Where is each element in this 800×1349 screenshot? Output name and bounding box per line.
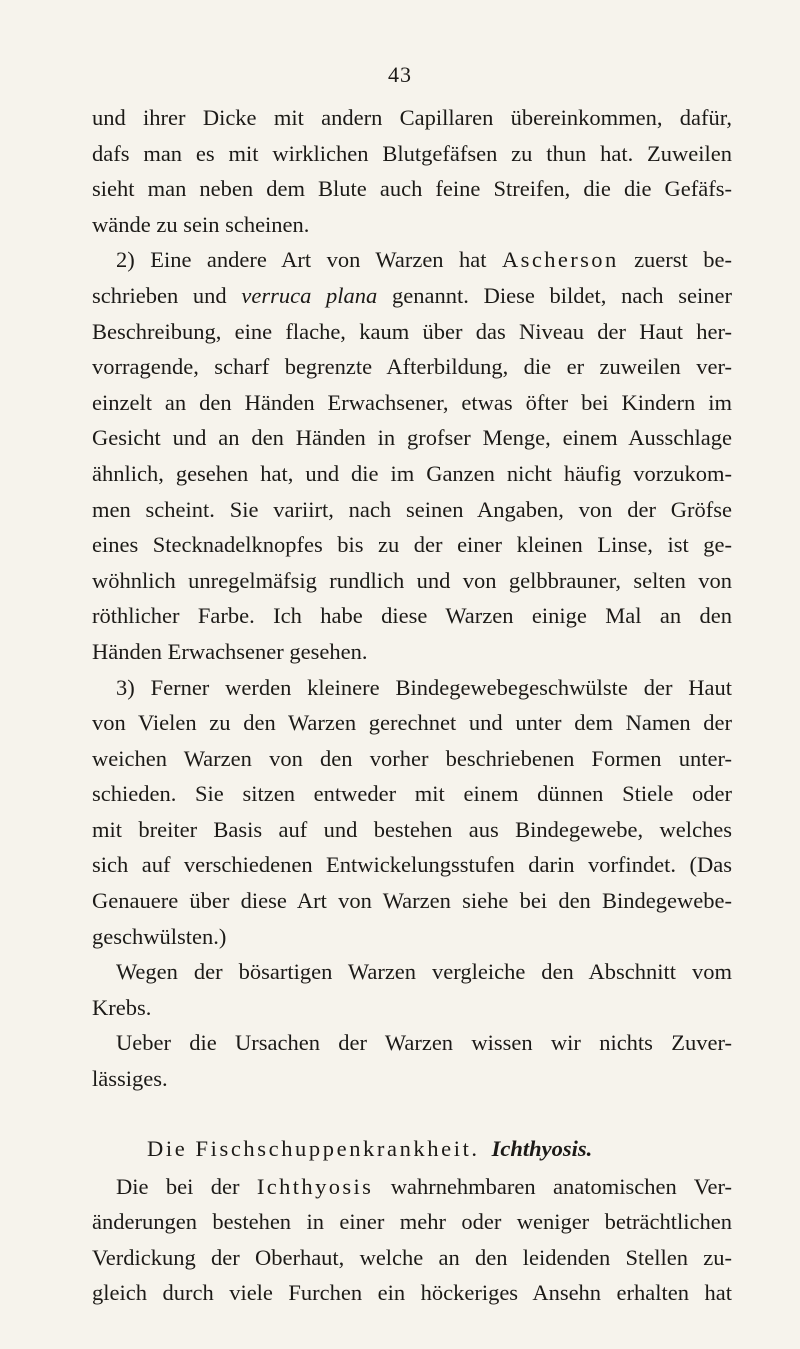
text-line: lässiges. [92, 1066, 168, 1092]
text-line [92, 278, 732, 314]
paragraph-4 [92, 954, 732, 1025]
text-line: eines Stecknadelknopfes bis zu der einer kleinen Linse, ist ge- [92, 532, 732, 558]
text-line: vorragende, scharf begrenzte Afterbildung, die er zuweilen ver- [92, 354, 732, 380]
text-line: mit breiter Basis auf und bestehen aus Bindegewebe, welches [92, 816, 732, 842]
text-line: dafs man es mit wirklichen Blutgefäfsen zu thun hat. Zuweilen [92, 140, 732, 166]
text-line: sich auf verschiedenen Entwickelungsstufen darin vorfindet. (Das [92, 852, 732, 878]
text-line: Krebs. [92, 994, 152, 1020]
text-line: Wegen der bösartigen Warzen vergleiche den Abschnitt vom [116, 959, 732, 985]
page-number: 43 [388, 62, 412, 87]
section-title: Die Fischschuppenkrankheit. [147, 1135, 480, 1161]
text-fragment: schrieben und [92, 282, 242, 308]
text-line: von Vielen zu den Warzen gerechnet und unter dem Namen der [92, 710, 732, 736]
text-line: und ihrer Dicke mit andern Capillaren übereinkommen, dafür, [92, 105, 732, 130]
text-line [92, 1169, 732, 1205]
text-line: Verdickung der Oberhaut, welche an den leidenden Stellen zu- [92, 1244, 732, 1270]
paragraph-2 [92, 242, 732, 669]
paragraph-1 [92, 100, 732, 242]
text-fragment: Die bei der [116, 1173, 257, 1199]
text-fragment: genannt. Diese bildet, nach seiner [377, 282, 732, 308]
section-heading [92, 1129, 732, 1169]
text-line: gleich durch viele Furchen ein höckeriges Ansehn erhalten hat [92, 1280, 732, 1306]
text-line: röthlicher Farbe. Ich habe diese Warzen einige Mal an den [92, 603, 732, 629]
text-line: Beschreibung, eine flache, kaum über das Niveau der Haut her- [92, 318, 732, 344]
term-spaced: Ichthyosis [256, 1173, 374, 1199]
paragraph-5 [92, 1025, 732, 1096]
section-spacer [92, 1097, 732, 1129]
text-line: 3) Ferner werden kleinere Bindegewebegeschwülste der Haut [116, 674, 732, 700]
text-fragment: wahrnehmbaren anatomischen Ver- [373, 1173, 732, 1199]
text-line: änderungen bestehen in einer mehr oder weniger beträchtlichen [92, 1209, 732, 1235]
text-line: geschwülsten.) [92, 923, 227, 949]
body-text [92, 100, 732, 1311]
text-line: Ueber die Ursachen der Warzen wissen wir nichts Zuver- [116, 1030, 732, 1056]
text-line: Genauere über diese Art von Warzen siehe bei den Bindegewebe- [92, 888, 732, 914]
section-title-latin: Ichthyosis. [491, 1135, 593, 1161]
text-fragment: zuerst be- [618, 247, 733, 273]
section-paragraph [92, 1169, 732, 1311]
latin-term: verruca plana [241, 282, 378, 308]
text-line: weichen Warzen von den vorher beschriebenen Formen unter- [92, 745, 732, 771]
text-line: men scheint. Sie variirt, nach seinen Angaben, von der Gröfse [92, 496, 732, 522]
text-line: ähnlich, gesehen hat, und die im Ganzen nicht häufig vorzukom- [92, 460, 732, 486]
text-line: wöhnlich unregelmäfsig rundlich und von gelbbrauner, selten von [92, 567, 732, 593]
text-line: Gesicht und an den Händen in grofser Menge, einem Ausschlage [92, 425, 732, 451]
text-line: Händen Erwachsener gesehen. [92, 638, 368, 664]
text-line: einzelt an den Händen Erwachsener, etwas öfter bei Kindern im [92, 389, 732, 415]
author-name: Ascherson [502, 247, 619, 273]
text-line: sieht man neben dem Blute auch feine Streifen, die die Gefäfs- [92, 176, 732, 202]
text-line: schieden. Sie sitzen entweder mit einem dünnen Stiele oder [92, 781, 732, 807]
text-line: wände zu sein scheinen. [92, 211, 310, 237]
paragraph-3 [92, 670, 732, 955]
text-line [92, 242, 732, 278]
text-fragment: 2) Eine andere Art von Warzen hat [116, 247, 503, 273]
